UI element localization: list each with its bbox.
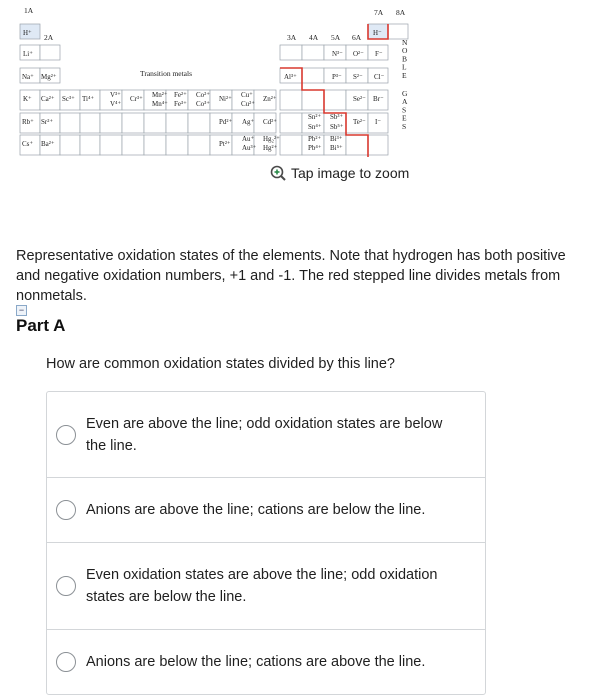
table-cell (368, 135, 388, 155)
table-cell (144, 113, 166, 133)
noble-gases-letter: L (402, 62, 407, 72)
noble-gases-label (402, 38, 408, 131)
ion-n: N³⁻ (332, 50, 343, 58)
ion-fe1: Fe²⁺ (174, 91, 187, 99)
ion-cl: Cl⁻ (374, 73, 385, 81)
collapse-toggle[interactable]: − (16, 305, 27, 316)
noble-gases-letter: S (402, 105, 407, 115)
ion-cu2: Cu²⁺ (241, 100, 255, 108)
zoom-label[interactable]: Tap image to zoom (291, 165, 410, 181)
table-cell (280, 113, 302, 133)
group-label-3a: 3A (287, 33, 297, 42)
table-cell (80, 113, 100, 133)
group-label-2a: 2A (44, 33, 54, 42)
ion-sc: Sc³⁺ (62, 95, 75, 103)
table-cell (302, 90, 324, 110)
radio-button-4[interactable] (56, 652, 76, 672)
ion-sr: Sr²⁺ (41, 118, 54, 126)
ion-v1: V³⁺ (110, 91, 121, 99)
ion-au2: Au³⁺ (242, 144, 257, 152)
group-label-7a: 7A (374, 8, 384, 17)
group-label-1a: 1A (24, 6, 34, 15)
ion-ag: Ag⁺ (242, 118, 255, 126)
ion-v2: V⁴⁺ (110, 100, 122, 108)
table-cell (166, 113, 188, 133)
ion-hg2: Hg²⁺ (263, 144, 278, 152)
ion-bi1: Bi³⁺ (330, 135, 343, 143)
noble-gases-letter: E (402, 113, 407, 123)
zoom-in-icon[interactable] (270, 165, 286, 181)
part-title: Part A (16, 316, 66, 335)
ion-h-right: H⁻ (373, 29, 382, 37)
answer-option-2[interactable] (47, 477, 485, 542)
tap-to-zoom[interactable] (270, 165, 409, 181)
ion-sb2: Sb⁵⁺ (330, 123, 344, 131)
radio-button-3[interactable] (56, 576, 76, 596)
ion-ca: Ca²⁺ (41, 95, 55, 103)
table-cell (60, 113, 80, 133)
answer-option-4[interactable] (47, 629, 485, 694)
table-cell (346, 135, 368, 155)
answer-option-2-label[interactable]: Anions are above the line; cations are below the line. (86, 502, 426, 518)
ion-sn1: Sn²⁺ (308, 113, 322, 121)
ion-ti: Ti⁴⁺ (82, 95, 95, 103)
noble-gases-letter: B (402, 54, 408, 64)
ion-mg: Mg²⁺ (41, 73, 57, 81)
noble-gases-letter: G (402, 89, 408, 98)
ion-co1: Co²⁺ (196, 91, 210, 99)
question-text: How are common oxidation states divided by this line? (46, 356, 395, 372)
table-cell (122, 135, 144, 155)
group-label-8a: 8A (396, 8, 406, 17)
table-cell (100, 113, 122, 133)
noble-gases-letter: S (402, 121, 407, 131)
group-label-4a: 4A (309, 33, 319, 42)
group-label-5a: 5A (331, 33, 341, 42)
ion-li: Li⁺ (23, 50, 33, 58)
ion-br: Br⁻ (373, 95, 384, 103)
ion-se: Se²⁻ (353, 95, 366, 103)
ion-pb1: Pb²⁺ (308, 135, 322, 143)
ion-mn2: Mn⁴⁺ (152, 100, 168, 108)
radio-button-2[interactable] (56, 500, 76, 520)
ion-pb2: Pb⁴⁺ (308, 144, 322, 152)
ion-o: O²⁻ (353, 50, 364, 58)
answer-option-1-label[interactable]: Even are above the line; odd oxidation states are below the line. (86, 415, 443, 454)
ion-pd: Pd²⁺ (219, 118, 233, 126)
ion-co2: Co³⁺ (196, 100, 210, 108)
table-cell (60, 135, 80, 155)
ion-s: S²⁻ (353, 73, 363, 81)
ion-f: F⁻ (375, 50, 383, 58)
ion-ba: Ba²⁺ (41, 140, 55, 148)
figure-description: Representative oxidation states of the elements. Note that hydrogen has both positive and negative oxidation numbers, +1 and -1. The red stepped line divides metals from nonmetals. (16, 248, 566, 304)
answer-option-1[interactable] (47, 392, 485, 477)
table-cell (122, 113, 144, 133)
ion-sb1: Sb³⁺ (330, 113, 344, 121)
group-label-6a: 6A (352, 33, 362, 42)
radio-button-1[interactable] (56, 425, 76, 445)
transition-metals-label: Transition metals (140, 69, 193, 78)
answer-choices (46, 391, 486, 695)
ion-ni: Ni²⁺ (219, 95, 232, 103)
ion-zn: Zn²⁺ (263, 95, 277, 103)
ion-pt: Pt²⁺ (219, 140, 231, 148)
answer-option-4-label[interactable]: Anions are below the line; cations are above the line. (86, 654, 426, 670)
table-cell (280, 90, 302, 110)
table-cell (280, 135, 302, 155)
answer-option-3[interactable] (47, 542, 485, 629)
table-cell (188, 113, 210, 133)
noble-gases-letter: O (402, 46, 408, 56)
ion-te: Te²⁻ (353, 118, 366, 126)
table-cell (80, 135, 100, 155)
ion-hg1: Hg₂²⁺ (263, 135, 280, 143)
table-cell (188, 135, 210, 155)
ion-rb: Rb⁺ (22, 118, 34, 126)
noble-gases-letter: N (402, 38, 408, 47)
table-cell (166, 135, 188, 155)
ion-fe2: Fe³⁺ (174, 100, 187, 108)
table-cell (144, 135, 166, 155)
noble-gases-letter: A (402, 97, 408, 107)
ion-cu1: Cu⁺ (241, 91, 253, 99)
ion-cr: Cr³⁺ (130, 95, 143, 103)
ion-i: I⁻ (375, 118, 382, 126)
noble-gases-letter: E (402, 70, 407, 80)
ion-au1: Au⁺ (242, 135, 255, 143)
ion-cd: Cd²⁺ (263, 118, 277, 126)
ion-al: Al³⁺ (284, 73, 297, 81)
ion-sn2: Sn⁴⁺ (308, 123, 322, 131)
periodic-table-image[interactable] (0, 0, 420, 160)
table-cell (324, 90, 346, 110)
ion-bi2: Bi⁵⁺ (330, 144, 343, 152)
ion-na: Na⁺ (22, 73, 34, 81)
table-cell (100, 135, 122, 155)
ion-h-left: H⁺ (23, 29, 32, 37)
ion-p: P³⁻ (332, 73, 342, 81)
ion-mn1: Mn²⁺ (152, 91, 168, 99)
ion-k: K⁺ (23, 95, 32, 103)
ion-cs: Cs⁺ (22, 140, 34, 148)
answer-option-3-label[interactable]: Even oxidation states are above the line; odd oxidation states are below the line. (86, 567, 438, 605)
